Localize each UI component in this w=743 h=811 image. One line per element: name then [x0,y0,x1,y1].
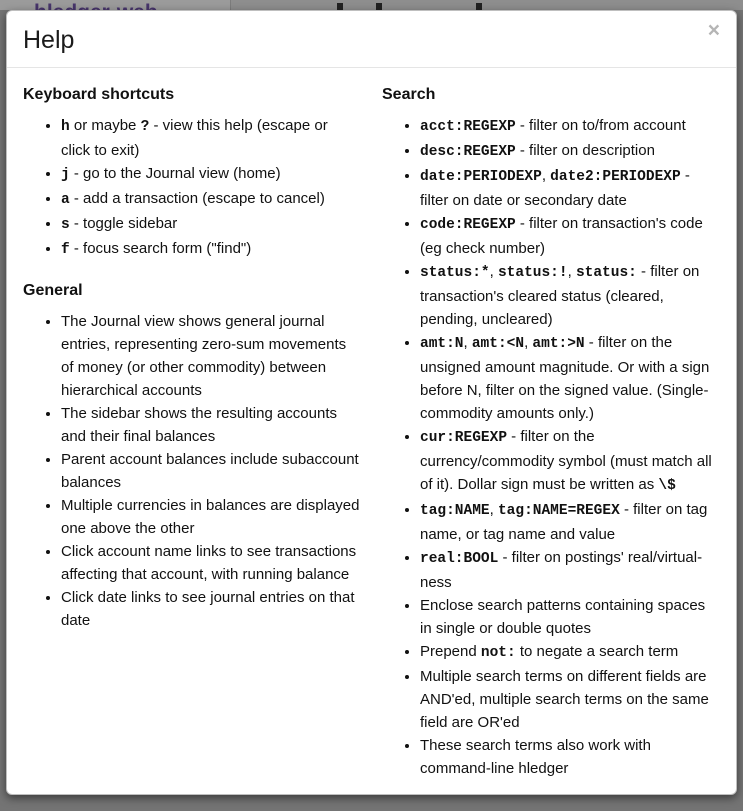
code-token: cur:REGEXP [420,430,508,446]
list-item: • s - toggle sidebar [61,212,361,237]
list-item: • The Journal view shows general journal entries, representing zero-sum movements of money (or other commodity) between hierarchical accounts [61,310,361,402]
code-token: tag:NAME [420,503,490,519]
section-heading: Search [382,86,436,103]
modal-backdrop[interactable] [0,0,743,10]
code-token: \$ [658,478,676,494]
code-token: not: [480,645,516,661]
list-item: • Click account name links to see transactions affecting that account, with running balance [61,540,361,586]
section-list [23,114,361,262]
code-token: h [61,119,70,135]
section-heading: Keyboard shortcuts [23,86,175,103]
list-item: • amt:N, amt:<N, amt:>N - filter on the unsigned amount magnitude. Or with a sign before N, filter on the signed value. (Single-commodity amounts only.) [420,331,720,425]
modal-column-left [23,86,361,790]
code-token: status:! [497,265,568,281]
code-token: desc:REGEXP [420,144,516,160]
code-token: real:BOOL [420,551,499,567]
list-item: • acct:REGEXP - filter on to/from account [420,114,720,139]
code-token: tag:NAME=REGEX [497,503,620,519]
list-item: • real:BOOL - filter on postings' real/virtual-ness [420,546,720,594]
code-token: amt:>N [532,336,585,352]
list-item: • status:*, status:!, status: - filter on transaction's cleared status (cleared, pending, uncleared) [420,260,720,331]
code-token: status: [575,265,637,281]
background-sidebar-divider [230,0,231,10]
code-token: date:PERIODEXP [420,169,542,185]
help-modal [6,10,737,795]
list-item: • Click date links to see journal entries on that date [61,586,361,632]
background-heading-fragment [476,3,482,10]
code-token: j [61,167,70,183]
list-item: • cur:REGEXP - filter on the currency/commodity symbol (must match all of it). Dollar sign must be written as \$ [420,425,720,498]
list-item: • j - go to the Journal view (home) [61,162,361,187]
list-item: • The sidebar shows the resulting accounts and their final balances [61,402,361,448]
list-item: • Multiple search terms on different fields are AND'ed, multiple search terms on the same field are OR'ed [420,665,720,734]
code-token: s [61,217,70,233]
background-heading-fragment [337,3,343,10]
code-token: date2:PERIODEXP [550,169,681,185]
list-item: • h or maybe ? - view this help (escape or click to exit) [61,114,361,162]
list-item: • Enclose search patterns containing spaces in single or double quotes [420,594,720,640]
section-list [382,114,720,780]
background-heading-fragment [376,3,382,10]
modal-column-right [382,86,720,790]
list-item: • code:REGEXP - filter on transaction's code (eg check number) [420,212,720,260]
code-token: f [61,242,70,258]
section-list [23,310,361,632]
modal-title: Help [23,26,75,54]
close-button[interactable]: × [707,19,720,42]
code-token: amt:N [420,336,464,352]
list-item: • desc:REGEXP - filter on description [420,139,720,164]
list-item: • date:PERIODEXP, date2:PERIODEXP - filter on date or secondary date [420,164,720,212]
code-token: acct:REGEXP [420,119,516,135]
list-item: • a - add a transaction (escape to cancel) [61,187,361,212]
list-item: • f - focus search form ("find") [61,237,361,262]
list-item: • These search terms also work with command-line hledger [420,734,720,780]
code-token: a [61,192,70,208]
code-token: ? [140,119,150,135]
modal-header [7,11,736,68]
code-token: status:* [420,265,490,281]
modal-body [7,68,736,808]
list-item: • Parent account balances include subaccount balances [61,448,361,494]
code-token: code:REGEXP [420,217,516,233]
list-item: • Multiple currencies in balances are displayed one above the other [61,494,361,540]
code-token: amt:<N [471,336,525,352]
list-item: • Prepend not: to negate a search term [420,640,720,665]
section-heading: General [23,282,83,299]
list-item: • tag:NAME, tag:NAME=REGEX - filter on tag name, or tag name and value [420,498,720,546]
